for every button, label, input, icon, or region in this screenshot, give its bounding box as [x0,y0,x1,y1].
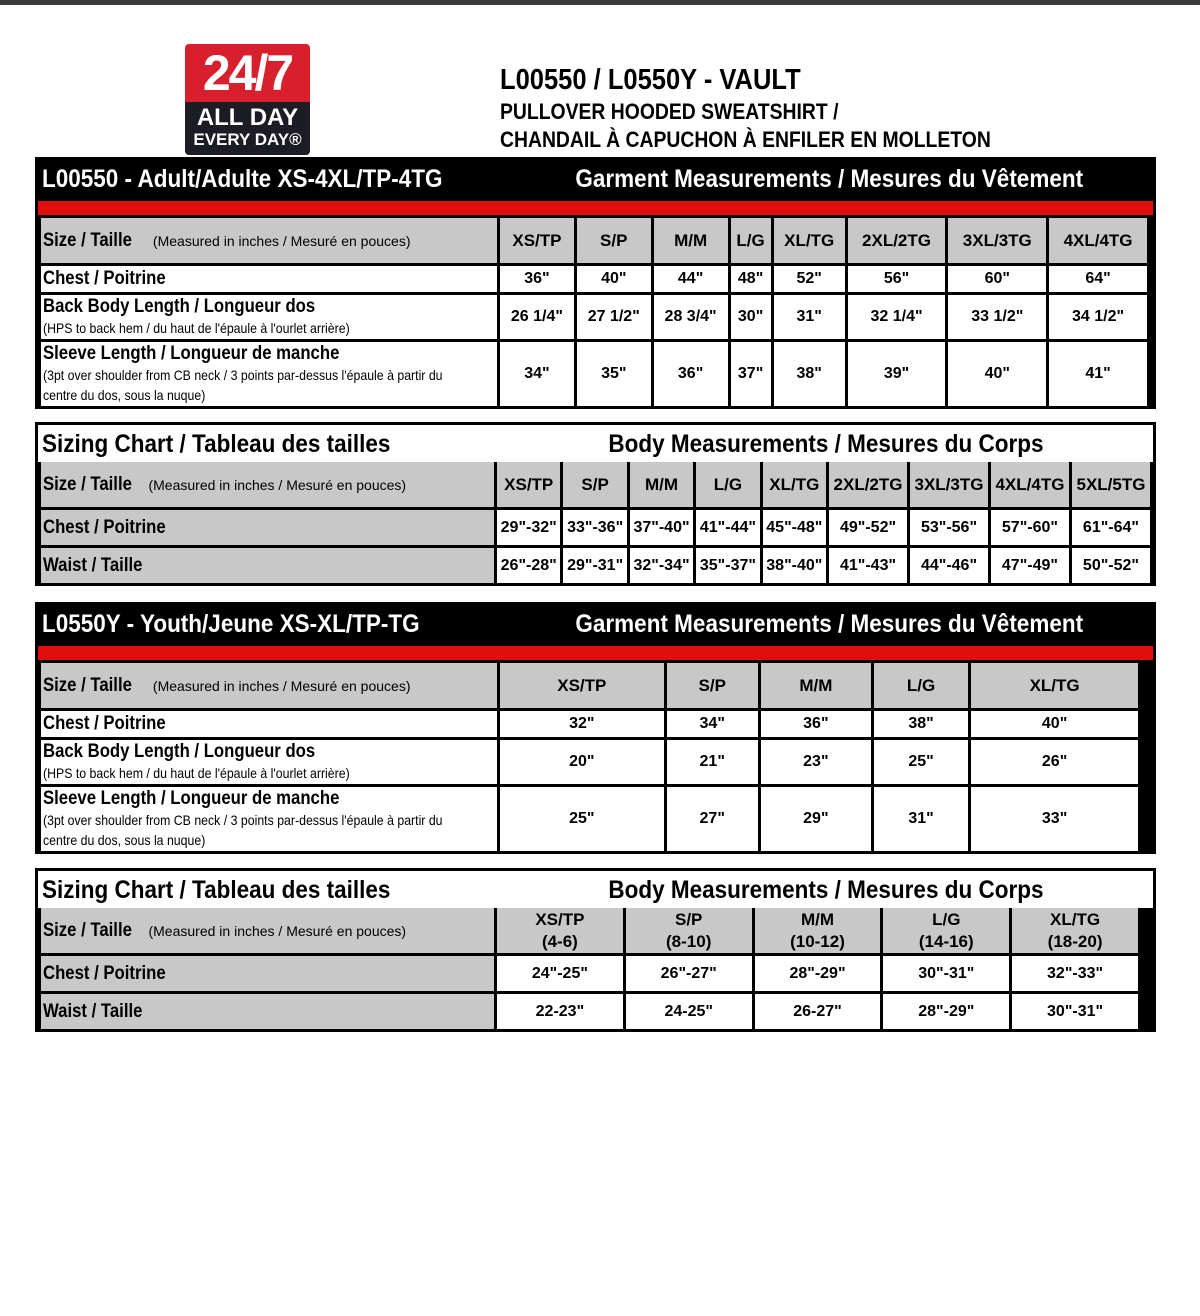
row-label: Waist / Taille [41,994,494,1029]
section-header [38,160,1153,198]
value-cell: 20" [500,740,664,784]
product-title [500,62,1058,154]
value-cell: 31" [774,295,845,339]
product-name-en: PULLOVER HOODED SWEATSHIRT / [500,99,839,124]
value-cell: 41"-43" [829,548,907,583]
value-cell: 36" [761,711,871,737]
size-cell: XL/TG [971,663,1138,708]
value-cell: 26"-28" [497,548,560,583]
section-subtitle: Body Measurements / Mesures du Corps [607,430,1043,458]
value-cell: 29"-31" [563,548,626,583]
value-cell: 27" [667,787,758,851]
table-row [41,266,1150,292]
value-cell: 30"-31" [1012,994,1138,1029]
size-cell: S/P [577,218,651,263]
row-label: Sleeve Length / Longueur de manche (3pt over shoulder from CB neck / 3 points par-dessus l'épaule à partir du centre du dos, sous la nuque) [41,342,497,406]
value-cell: 26 1/4" [500,295,574,339]
size-cell: 2XL/2TG [848,218,946,263]
section-subtitle: Garment Measurements / Mesures du Vêtement [575,165,1083,193]
section-subtitle: Body Measurements / Mesures du Corps [607,876,1043,904]
section-title: Sizing Chart / Tableau des tailles [42,430,391,458]
value-cell: 33" [971,787,1138,851]
table-row [41,711,1150,737]
size-cell: L/G [696,462,759,507]
size-label-cell: Size / Taille (Measured in inches / Mesuré en pouces) [41,908,494,953]
adult-body-table [38,459,1153,586]
size-header-row [41,663,1150,708]
youth-garment-table [38,660,1153,854]
value-cell: 61"-64" [1072,510,1150,545]
value-cell: 37"-40" [630,510,693,545]
value-cell: 29"-32" [497,510,560,545]
logo-all-day: ALL DAY [196,104,299,131]
value-cell: 30"-31" [883,956,1009,991]
row-label: Chest / Poitrine [41,711,497,737]
value-cell: 34 1/2" [1049,295,1147,339]
row-label: Chest / Poitrine [41,266,497,292]
section-subtitle: Garment Measurements / Mesures du Vêtement [575,610,1083,638]
size-cell: XS/TP [497,462,560,507]
value-cell: 38" [774,342,845,406]
size-header-row [41,462,1150,507]
size-cell: 4XL/4TG [1049,218,1147,263]
size-cell: M/M (10-12) [755,908,881,953]
size-cell: XS/TP (4-6) [497,908,623,953]
value-cell: 37" [731,342,771,406]
section-title: L00550 - Adult/Adulte XS-4XL/TP-4TG [42,165,443,193]
size-cell: XL/TG [763,462,826,507]
value-cell: 26" [971,740,1138,784]
row-label: Chest / Poitrine [41,510,494,545]
section-title: L0550Y - Youth/Jeune XS-XL/TP-TG [42,610,420,638]
table-row [41,295,1150,339]
value-cell: 33 1/2" [948,295,1046,339]
value-cell: 44" [654,266,728,292]
table-row [41,342,1150,406]
value-cell: 44"-46" [910,548,988,583]
youth-garment-section [35,602,1156,854]
value-cell: 60" [948,266,1046,292]
value-cell: 22-23" [497,994,623,1029]
value-cell: 24-25" [626,994,752,1029]
table-row [41,787,1150,851]
value-cell: 38"-40" [763,548,826,583]
value-cell: 33"-36" [563,510,626,545]
value-cell: 38" [874,711,968,737]
row-label: Sleeve Length / Longueur de manche (3pt over shoulder from CB neck / 3 points par-dessus l'épaule à partir du centre du dos, sous la nuque) [41,787,497,851]
youth-body-table [38,905,1153,1032]
value-cell: 47"-49" [991,548,1069,583]
size-cell: XL/TG (18-20) [1012,908,1138,953]
value-cell: 25" [500,787,664,851]
value-cell: 36" [500,266,574,292]
size-header-row [41,218,1150,263]
value-cell: 50"-52" [1072,548,1150,583]
value-cell: 36" [654,342,728,406]
value-cell: 34" [500,342,574,406]
value-cell: 40" [577,266,651,292]
size-cell: 3XL/3TG [948,218,1046,263]
table-row [41,510,1150,545]
table-row [41,740,1150,784]
value-cell: 32 1/4" [848,295,946,339]
value-cell: 56" [848,266,946,292]
size-label-cell: Size / Taille (Measured in inches / Mesuré en pouces) [41,462,494,507]
size-cell: XL/TG [774,218,845,263]
value-cell: 34" [667,711,758,737]
table-row [41,994,1150,1029]
value-cell: 40" [971,711,1138,737]
section-header [38,605,1153,643]
value-cell: 41"-44" [696,510,759,545]
value-cell: 25" [874,740,968,784]
value-cell: 27 1/2" [577,295,651,339]
value-cell: 35" [577,342,651,406]
table-row [41,956,1150,991]
value-cell: 52" [774,266,845,292]
size-cell: M/M [761,663,871,708]
value-cell: 28"-29" [755,956,881,991]
value-cell: 64" [1049,266,1147,292]
row-label: Waist / Taille [41,548,494,583]
value-cell: 26-27" [755,994,881,1029]
size-label-cell: Size / Taille (Measured in inches / Mesuré en pouces) [41,218,497,263]
value-cell: 26"-27" [626,956,752,991]
value-cell: 41" [1049,342,1147,406]
value-cell: 32"-33" [1012,956,1138,991]
row-label: Back Body Length / Longueur dos (HPS to back hem / du haut de l'épaule à l'ourlet arrière) [41,740,497,784]
adult-garment-section [35,157,1156,409]
size-cell: L/G (14-16) [883,908,1009,953]
size-cell: 5XL/5TG [1072,462,1150,507]
section-header [38,871,1153,908]
value-cell: 31" [874,787,968,851]
size-cell: L/G [874,663,968,708]
size-cell: M/M [630,462,693,507]
size-cell: XS/TP [500,218,574,263]
value-cell: 30" [731,295,771,339]
value-cell: 32"-34" [630,548,693,583]
value-cell: 28"-29" [883,994,1009,1029]
value-cell: 53"-56" [910,510,988,545]
logo-247: 24/7 [185,44,310,102]
table-row [41,548,1150,583]
value-cell: 48" [731,266,771,292]
size-cell: 2XL/2TG [829,462,907,507]
adult-garment-table [38,215,1153,409]
value-cell: 35"-37" [696,548,759,583]
value-cell: 29" [761,787,871,851]
size-cell: S/P (8-10) [626,908,752,953]
size-cell: S/P [563,462,626,507]
size-cell: M/M [654,218,728,263]
size-header-row [41,908,1150,953]
row-label: Back Body Length / Longueur dos (HPS to back hem / du haut de l'épaule à l'ourlet arrière) [41,295,497,339]
product-code: L00550 / L0550Y - VAULT [500,64,801,96]
top-border [0,0,1200,5]
value-cell: 24"-25" [497,956,623,991]
adult-body-section [35,422,1156,586]
value-cell: 32" [500,711,664,737]
size-cell: 3XL/3TG [910,462,988,507]
section-header [38,425,1153,462]
size-cell: 4XL/4TG [991,462,1069,507]
value-cell: 57"-60" [991,510,1069,545]
size-cell: XS/TP [500,663,664,708]
size-cell: S/P [667,663,758,708]
brand-logo [185,44,310,155]
value-cell: 40" [948,342,1046,406]
value-cell: 45"-48" [763,510,826,545]
logo-every-day: EVERY DAY® [193,130,302,149]
logo-tagline [185,102,310,155]
section-title: Sizing Chart / Tableau des tailles [42,876,391,904]
youth-body-section [35,868,1156,1032]
value-cell: 39" [848,342,946,406]
value-cell: 28 3/4" [654,295,728,339]
value-cell: 21" [667,740,758,784]
size-label-cell: Size / Taille (Measured in inches / Mesuré en pouces) [41,663,497,708]
size-cell: L/G [731,218,771,263]
value-cell: 49"-52" [829,510,907,545]
product-name-fr: CHANDAIL À CAPUCHON À ENFILER EN MOLLETON [500,127,991,152]
value-cell: 23" [761,740,871,784]
row-label: Chest / Poitrine [41,956,494,991]
